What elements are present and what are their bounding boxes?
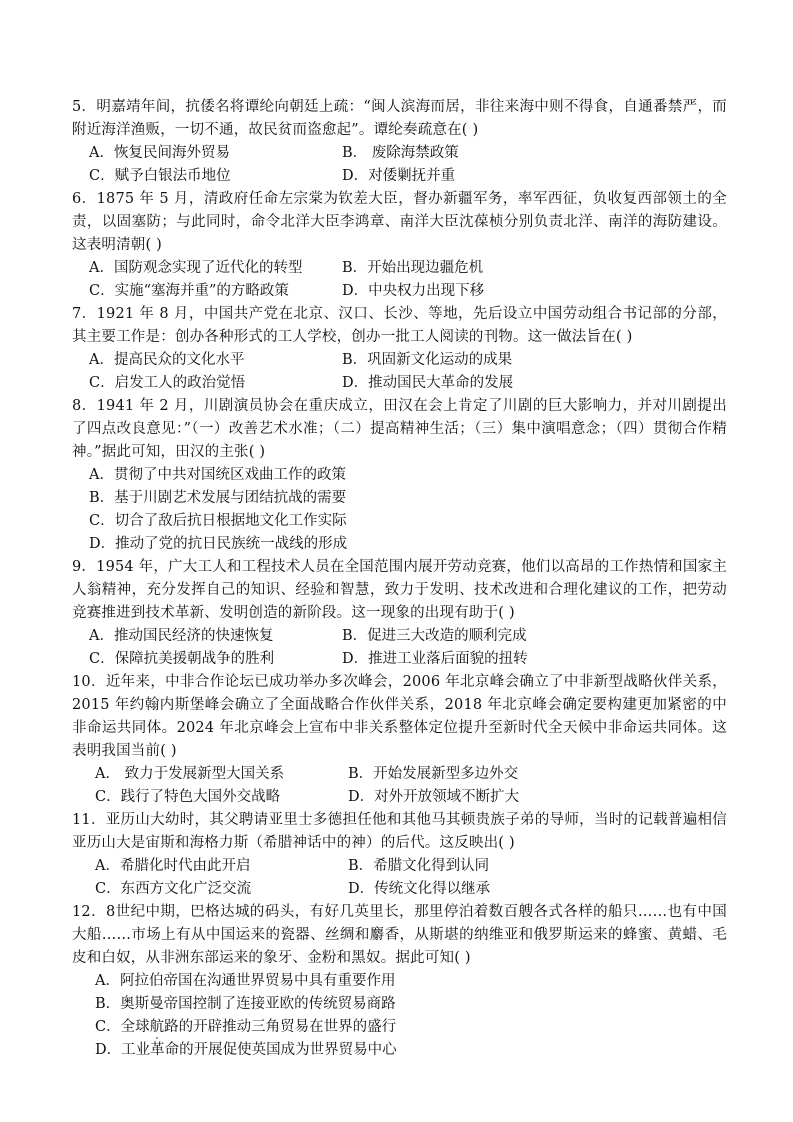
options — [72, 970, 727, 1062]
option-b: B．基于川剧艺术发展与团结抗战的需要 — [89, 490, 347, 506]
option-b: B．奥斯曼帝国控制了连接亚欧的传统贸易商路 — [95, 996, 396, 1012]
question-10 — [72, 671, 727, 809]
options — [72, 349, 727, 395]
option-a: A．恢复民间海外贸易 — [89, 145, 230, 161]
options — [72, 855, 727, 901]
option-c: C．全球航路的开辟推动三角贸易在世界的盛行 — [95, 1019, 397, 1035]
question-12 — [72, 901, 727, 1062]
options — [72, 763, 727, 809]
option-c: C．践行了特色大国外交战略 — [95, 789, 281, 805]
options — [72, 257, 727, 303]
option-d: D．推进工业落后面貌的扭转 — [342, 651, 528, 667]
question-stem: 5．明嘉靖年间，抗倭名将谭纶向朝廷上疏：“闽人滨海而居，非往来海中则不得食，自通番禁严，而附近海洋渔贩，一切不通，故民贫而盗愈起”。谭纶奏疏意在( ) — [72, 99, 727, 138]
options — [72, 625, 727, 671]
option-d: D．对外开放领域不断扩大 — [348, 789, 520, 805]
question-11 — [72, 809, 727, 901]
question-6 — [72, 188, 727, 303]
question-5 — [72, 96, 727, 188]
option-c: C．切合了敌后抗日根据地文化工作实际 — [89, 513, 347, 529]
question-9 — [72, 556, 727, 671]
question-stem: 6．1875 年 5 月，清政府任命左宗棠为钦差大臣，督办新疆军务，率军西征，负收复西部领土的全责，以固塞防；与此同时，命令北洋大臣李鸿章、南洋大臣沈葆桢分别负责北洋、南洋的海防建设。这表明清朝( ) — [72, 191, 727, 253]
option-d: D．推动了党的抗日民族统一战线的形成 — [89, 536, 348, 552]
option-c: C．保障抗美援朝战争的胜利 — [89, 651, 275, 667]
question-stem: 7．1921 年 8 月，中国共产党在北京、汉口、长沙、等地，先后设立中国劳动组合书记部的分部，其主要工作是：创办各种形式的工人学校，创办一批工人阅读的刊物。这一做法旨在( ) — [72, 306, 727, 345]
option-a: A．提高民众的文化水平 — [89, 352, 245, 368]
option-b: B．促进三大改造的顺利完成 — [342, 628, 527, 644]
option-a: A．国防观念实现了近代化的转型 — [89, 260, 303, 276]
option-d: D．中央权力出现下移 — [342, 283, 485, 299]
option-d: D．工业革命的开展促使英国成为世界贸易中心 — [95, 1042, 397, 1058]
option-b: B．开始出现边疆危机 — [342, 260, 484, 276]
option-b: B．开始发展新型多边外交 — [348, 766, 519, 782]
option-a: A．贯彻了中共对国统区戏曲工作的政策 — [89, 467, 346, 483]
question-8 — [72, 395, 727, 556]
option-c: C．东西方文化广泛交流 — [95, 881, 252, 897]
option-a: A． 致力于发展新型大国关系 — [95, 766, 285, 782]
option-d: D．传统文化得以继承 — [348, 881, 491, 897]
option-d: D．对倭剿抚并重 — [342, 168, 456, 184]
option-b: B．希腊文化得到认同 — [348, 858, 490, 874]
option-a: A．推动国民经济的快速恢复 — [89, 628, 274, 644]
option-c: C．实施“塞海并重”的方略政策 — [89, 283, 289, 299]
question-7 — [72, 303, 727, 395]
question-stem: 8．1941 年 2 月，川剧演员协会在重庆成立，田汉在会上肯定了川剧的巨大影响力，并对川剧提出了四点改良意见：”（一）改善艺术水准；（二）提高精神生活；（三）集中演唱意念；（四）贯彻合作精神。”据此可知，田汉的主张( ) — [72, 398, 727, 460]
option-d: D．推动国民大革命的发展 — [342, 375, 514, 391]
question-list — [72, 96, 727, 1062]
option-b: B． 废除海禁政策 — [342, 145, 459, 161]
option-c: C．赋予白银法币地位 — [89, 168, 231, 184]
option-a: A．阿拉伯帝国在沟通世界贸易中具有重要作用 — [95, 973, 396, 989]
options — [72, 142, 727, 188]
question-stem: 10．近年来，中非合作论坛已成功举办多次峰会，2006 年北京峰会确立了中非新型战略伙伴关系，2015 年约翰内斯堡峰会确立了全面战略合作伙伴关系，2018 年北京峰会确定要构建更加紧密的中非命运共同体。2024 年北京峰会上宣布中非关系整体定位提升至新时代全天候中非命运共同体。这表明我国当前( ) — [72, 674, 727, 759]
options — [72, 464, 727, 556]
option-a: A．希腊化时代由此开启 — [95, 858, 251, 874]
question-stem: 12．8世纪中期，巴格达城的码头，有好几英里长，那里停泊着数百艘各式各样的船只……也有中国大船……市场上有从中国运来的瓷器、丝绸和麝香，从斯堪的纳维亚和俄罗斯运来的蜂蜜、黄蜡、毛皮和白奴，从非洲东部运来的象牙、金粉和黑奴。据此可知( ) — [72, 904, 727, 966]
option-b: B．巩固新文化运动的成果 — [342, 352, 513, 368]
question-stem: 11．亚历山大幼时，其父聘请亚里士多德担任他和其他马其顿贵族子弟的导师，当时的记载普遍相信亚历山大是宙斯和海格力斯（希腊神话中的神）的后代。这反映出( ) — [72, 812, 727, 851]
option-c: C．启发工人的政治觉悟 — [89, 375, 246, 391]
question-stem: 9．1954 年，广大工人和工程技术人员在全国范围内展开劳动竞赛，他们以高昂的工作热情和国家主人翁精神，充分发挥自己的知识、经验和智慧，致力于发明、技术改进和合理化建议的工作，把劳动竞赛推进到技术革新、发明创造的新阶段。这一现象的出现有助于( ) — [72, 559, 727, 621]
page-mark — [156, 1037, 158, 1039]
